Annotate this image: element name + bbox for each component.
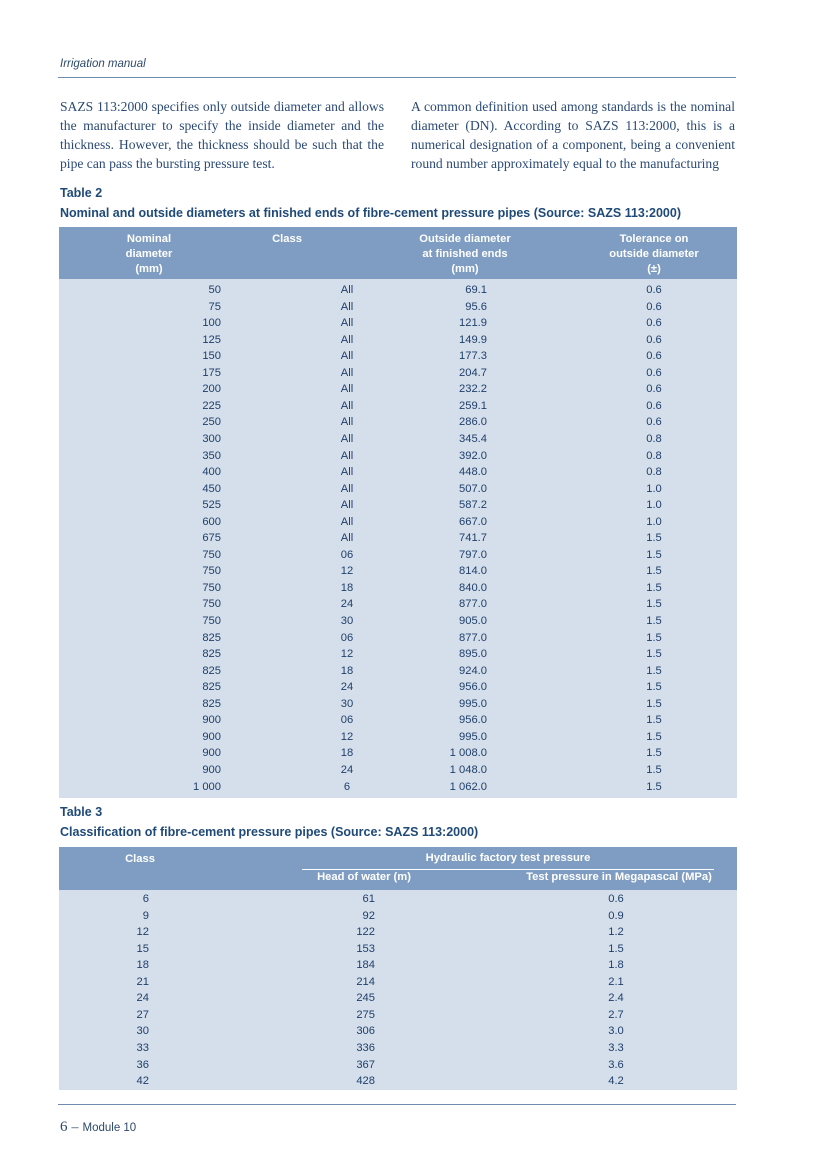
tolerance-cell: 0.6 bbox=[646, 366, 662, 379]
header-line: Tolerance on bbox=[619, 233, 689, 245]
nominal-diameter-cell: 125 bbox=[202, 333, 221, 346]
class-cell: All bbox=[340, 499, 354, 512]
outside-diameter-cell: 895.0 bbox=[459, 648, 487, 661]
test-pressure-cell: 1.5 bbox=[608, 942, 624, 955]
header-line: (±) bbox=[647, 263, 661, 275]
outside-diameter-cell: 1 008.0 bbox=[449, 747, 487, 760]
table-row bbox=[59, 481, 737, 498]
outside-diameter-cell: 259.1 bbox=[459, 399, 487, 412]
class-cell: 9 bbox=[142, 909, 149, 922]
outside-diameter-cell: 507.0 bbox=[459, 482, 487, 495]
table2-header-class bbox=[247, 232, 327, 247]
nominal-diameter-cell: 750 bbox=[202, 615, 221, 627]
outside-diameter-cell: 1 062.0 bbox=[449, 780, 487, 793]
module-label: Module 10 bbox=[82, 1122, 137, 1134]
tolerance-cell: 1.5 bbox=[646, 565, 662, 578]
nominal-diameter-cell: 900 bbox=[202, 763, 221, 776]
table-row bbox=[59, 630, 737, 647]
tolerance-cell: 1.5 bbox=[646, 581, 662, 594]
table-row bbox=[59, 299, 737, 316]
outside-diameter-cell: 956.0 bbox=[459, 681, 487, 694]
class-cell: 36 bbox=[136, 1058, 149, 1071]
class-cell: 12 bbox=[340, 648, 354, 661]
table-row bbox=[59, 596, 737, 613]
table-row bbox=[59, 712, 737, 729]
table-row bbox=[59, 563, 737, 580]
nominal-diameter-cell: 400 bbox=[202, 466, 221, 479]
tolerance-cell: 1.5 bbox=[646, 598, 662, 611]
table-row bbox=[59, 547, 737, 564]
tolerance-cell: 0.8 bbox=[646, 432, 662, 445]
tolerance-cell: 1.5 bbox=[646, 730, 662, 743]
table-row bbox=[59, 779, 737, 796]
nominal-diameter-cell: 350 bbox=[202, 449, 221, 462]
table2 bbox=[59, 227, 737, 798]
table-row bbox=[59, 315, 737, 332]
table-row bbox=[59, 580, 737, 597]
header-line: (mm) bbox=[135, 263, 163, 275]
test-pressure-cell: 2.7 bbox=[608, 1008, 624, 1021]
outside-diameter-cell: 69.1 bbox=[465, 284, 487, 296]
class-cell: 18 bbox=[136, 959, 149, 972]
footer-separator: – bbox=[71, 1120, 79, 1135]
table-row bbox=[59, 679, 737, 696]
header-line: (mm) bbox=[451, 263, 479, 275]
table3-header-head-of-water: Head of water (m) bbox=[317, 871, 411, 883]
nominal-diameter-cell: 250 bbox=[202, 416, 221, 429]
table-row bbox=[59, 398, 737, 415]
head-of-water-cell: 428 bbox=[356, 1075, 375, 1088]
test-pressure-cell: 1.8 bbox=[608, 959, 624, 972]
class-cell: 15 bbox=[136, 942, 149, 955]
class-cell: All bbox=[340, 383, 354, 396]
tolerance-cell: 1.5 bbox=[646, 763, 662, 776]
header-line: Outside diameter bbox=[419, 233, 511, 245]
outside-diameter-cell: 995.0 bbox=[459, 730, 487, 743]
head-of-water-cell: 245 bbox=[356, 992, 375, 1005]
class-cell: All bbox=[340, 532, 354, 545]
class-cell: 12 bbox=[340, 730, 354, 743]
table-row bbox=[59, 941, 737, 958]
nominal-diameter-cell: 825 bbox=[202, 697, 221, 710]
tolerance-cell: 0.6 bbox=[646, 350, 662, 363]
tolerance-cell: 0.6 bbox=[646, 284, 662, 296]
class-cell: 24 bbox=[340, 681, 354, 694]
outside-diameter-cell: 587.2 bbox=[459, 499, 487, 512]
class-cell: 06 bbox=[340, 714, 354, 727]
outside-diameter-cell: 877.0 bbox=[459, 631, 487, 644]
tolerance-cell: 1.5 bbox=[646, 697, 662, 710]
running-header: Irrigation manual bbox=[60, 58, 146, 70]
intro-paragraph-right: A common definition used among standards is the nominal diameter (DN). According to SAZS 113:2000, this is a numerical designation of a component, being a convenient round number approximately equal to the manufacturing bbox=[411, 99, 735, 171]
header-line: Nominal bbox=[126, 233, 172, 245]
table2-header-outside-diameter bbox=[395, 232, 535, 277]
table-row bbox=[59, 745, 737, 762]
header-line: Class bbox=[272, 233, 302, 245]
table-row bbox=[59, 431, 737, 448]
class-cell: 18 bbox=[340, 664, 354, 677]
tolerance-cell: 1.5 bbox=[646, 664, 662, 677]
class-cell: All bbox=[340, 399, 354, 412]
head-of-water-cell: 336 bbox=[356, 1041, 375, 1054]
outside-diameter-cell: 95.6 bbox=[465, 300, 487, 313]
outside-diameter-cell: 924.0 bbox=[459, 664, 487, 677]
head-of-water-cell: 122 bbox=[356, 926, 375, 939]
tolerance-cell: 1.5 bbox=[646, 615, 662, 627]
test-pressure-cell: 3.3 bbox=[608, 1041, 624, 1054]
class-cell: 06 bbox=[340, 548, 354, 561]
table3 bbox=[59, 847, 737, 1090]
table2-label: Table 2 bbox=[60, 186, 103, 200]
outside-diameter-cell: 995.0 bbox=[459, 697, 487, 710]
table-row bbox=[59, 514, 737, 531]
class-cell: 06 bbox=[340, 631, 354, 644]
tolerance-cell: 1.5 bbox=[646, 631, 662, 644]
nominal-diameter-cell: 175 bbox=[202, 366, 221, 379]
table-row bbox=[59, 924, 737, 941]
tolerance-cell: 1.5 bbox=[646, 648, 662, 661]
outside-diameter-cell: 905.0 bbox=[459, 615, 487, 627]
table-row bbox=[59, 696, 737, 713]
class-cell: 30 bbox=[340, 615, 354, 627]
footer-rule bbox=[58, 1104, 736, 1105]
class-cell: 33 bbox=[136, 1041, 149, 1054]
nominal-diameter-cell: 675 bbox=[202, 532, 221, 545]
header-line: at finished ends bbox=[422, 248, 508, 260]
nominal-diameter-cell: 75 bbox=[208, 300, 221, 313]
table-row bbox=[59, 762, 737, 779]
table-row bbox=[59, 282, 737, 299]
nominal-diameter-cell: 825 bbox=[202, 648, 221, 661]
class-cell: All bbox=[340, 432, 354, 445]
table3-caption: Classification of fibre-cement pressure pipes (Source: SAZS 113:2000) bbox=[60, 825, 479, 839]
head-of-water-cell: 153 bbox=[356, 942, 375, 955]
nominal-diameter-cell: 450 bbox=[202, 482, 221, 495]
nominal-diameter-cell: 100 bbox=[202, 317, 221, 330]
table-row bbox=[59, 448, 737, 465]
table-row bbox=[59, 1057, 737, 1074]
table-row bbox=[59, 663, 737, 680]
class-cell: 30 bbox=[340, 697, 354, 710]
tolerance-cell: 1.5 bbox=[646, 714, 662, 727]
table-row bbox=[59, 414, 737, 431]
nominal-diameter-cell: 525 bbox=[202, 499, 221, 512]
tolerance-cell: 1.0 bbox=[646, 482, 662, 495]
nominal-diameter-cell: 150 bbox=[202, 350, 221, 363]
head-of-water-cell: 92 bbox=[362, 909, 375, 922]
tolerance-cell: 0.8 bbox=[646, 466, 662, 479]
table3-header-class: Class bbox=[125, 853, 155, 865]
table-row bbox=[59, 497, 737, 514]
class-cell: All bbox=[340, 350, 354, 363]
nominal-diameter-cell: 600 bbox=[202, 515, 221, 528]
outside-diameter-cell: 149.9 bbox=[459, 333, 487, 346]
class-cell: All bbox=[340, 515, 354, 528]
table3-header-test-pressure: Test pressure in Megapascal (MPa) bbox=[526, 871, 712, 883]
table3-label: Table 3 bbox=[60, 805, 103, 819]
nominal-diameter-cell: 300 bbox=[202, 432, 221, 445]
head-of-water-cell: 184 bbox=[356, 959, 375, 972]
nominal-diameter-cell: 825 bbox=[202, 631, 221, 644]
outside-diameter-cell: 797.0 bbox=[459, 548, 487, 561]
nominal-diameter-cell: 750 bbox=[202, 565, 221, 578]
head-of-water-cell: 367 bbox=[356, 1058, 375, 1071]
table-row bbox=[59, 646, 737, 663]
class-cell: 6 bbox=[343, 780, 351, 793]
outside-diameter-cell: 1 048.0 bbox=[449, 763, 487, 776]
class-cell: 24 bbox=[340, 598, 354, 611]
class-cell: 6 bbox=[142, 893, 149, 905]
tolerance-cell: 1.5 bbox=[646, 780, 662, 793]
tolerance-cell: 0.6 bbox=[646, 416, 662, 429]
outside-diameter-cell: 392.0 bbox=[459, 449, 487, 462]
head-of-water-cell: 275 bbox=[356, 1008, 375, 1021]
nominal-diameter-cell: 825 bbox=[202, 681, 221, 694]
class-cell: All bbox=[340, 366, 354, 379]
test-pressure-cell: 0.6 bbox=[608, 893, 624, 905]
class-cell: 18 bbox=[340, 747, 354, 760]
head-of-water-cell: 306 bbox=[356, 1025, 375, 1038]
outside-diameter-cell: 448.0 bbox=[459, 466, 487, 479]
outside-diameter-cell: 956.0 bbox=[459, 714, 487, 727]
outside-diameter-cell: 667.0 bbox=[459, 515, 487, 528]
tolerance-cell: 0.6 bbox=[646, 333, 662, 346]
tolerance-cell: 0.6 bbox=[646, 300, 662, 313]
nominal-diameter-cell: 750 bbox=[202, 598, 221, 611]
table2-caption: Nominal and outside diameters at finished ends of fibre-cement pressure pipes (Source: SAZS 113:2000) bbox=[60, 206, 682, 220]
table-row bbox=[59, 1040, 737, 1057]
table-row bbox=[59, 381, 737, 398]
outside-diameter-cell: 877.0 bbox=[459, 598, 487, 611]
header-line: outside diameter bbox=[609, 248, 699, 260]
test-pressure-cell: 0.9 bbox=[608, 909, 624, 922]
tolerance-cell: 0.6 bbox=[646, 383, 662, 396]
nominal-diameter-cell: 225 bbox=[202, 399, 221, 412]
tolerance-cell: 0.6 bbox=[646, 317, 662, 330]
nominal-diameter-cell: 50 bbox=[208, 284, 221, 296]
class-cell: 21 bbox=[136, 975, 149, 988]
table2-header bbox=[59, 227, 737, 279]
class-cell: 12 bbox=[340, 565, 354, 578]
nominal-diameter-cell: 900 bbox=[202, 730, 221, 743]
table-row bbox=[59, 1007, 737, 1024]
head-of-water-cell: 214 bbox=[356, 975, 375, 988]
class-cell: 24 bbox=[340, 763, 354, 776]
table-row bbox=[59, 1023, 737, 1040]
table-row bbox=[59, 464, 737, 481]
outside-diameter-cell: 121.9 bbox=[459, 317, 487, 330]
table-row bbox=[59, 348, 737, 365]
table2-header-nominal-diameter bbox=[89, 232, 209, 277]
page-footer bbox=[60, 1118, 136, 1136]
test-pressure-cell: 3.0 bbox=[608, 1025, 624, 1038]
class-cell: 12 bbox=[136, 926, 149, 939]
class-cell: All bbox=[340, 317, 354, 330]
test-pressure-cell: 1.2 bbox=[608, 926, 624, 939]
outside-diameter-cell: 204.7 bbox=[459, 366, 487, 379]
class-cell: All bbox=[340, 416, 354, 429]
class-cell: All bbox=[340, 333, 354, 346]
page-number: 6 bbox=[60, 1119, 68, 1135]
nominal-diameter-cell: 900 bbox=[202, 747, 221, 760]
table-row bbox=[59, 990, 737, 1007]
table3-header bbox=[59, 847, 737, 890]
tolerance-cell: 1.0 bbox=[646, 515, 662, 528]
class-cell: 27 bbox=[136, 1008, 149, 1021]
nominal-diameter-cell: 825 bbox=[202, 664, 221, 677]
outside-diameter-cell: 177.3 bbox=[459, 350, 487, 363]
tolerance-cell: 0.6 bbox=[646, 399, 662, 412]
class-cell: All bbox=[340, 300, 354, 313]
tolerance-cell: 1.5 bbox=[646, 681, 662, 694]
tolerance-cell: 1.5 bbox=[646, 548, 662, 561]
table-row bbox=[59, 332, 737, 349]
table-row bbox=[59, 729, 737, 746]
class-cell: 30 bbox=[136, 1025, 149, 1038]
table-row bbox=[59, 530, 737, 547]
tolerance-cell: 1.5 bbox=[646, 532, 662, 545]
intro-paragraph-left: SAZS 113:2000 specifies only outside diameter and allows the manufacturer to specify the inside diameter and the thickness. However, the thickness should be such that the pipe can pass the bursting pressure test. bbox=[60, 99, 384, 171]
class-cell: 18 bbox=[340, 581, 354, 594]
class-cell: All bbox=[340, 449, 354, 462]
class-cell: 42 bbox=[136, 1075, 149, 1088]
outside-diameter-cell: 741.7 bbox=[459, 532, 487, 545]
table-row bbox=[59, 1073, 737, 1090]
test-pressure-cell: 4.2 bbox=[608, 1075, 624, 1088]
nominal-diameter-cell: 750 bbox=[202, 581, 221, 594]
nominal-diameter-cell: 200 bbox=[202, 383, 221, 396]
table2-header-tolerance bbox=[579, 232, 729, 277]
table3-header-test-pressure-group: Hydraulic factory test pressure bbox=[425, 852, 591, 864]
outside-diameter-cell: 814.0 bbox=[459, 565, 487, 578]
table-row bbox=[59, 613, 737, 630]
nominal-diameter-cell: 900 bbox=[202, 714, 221, 727]
tolerance-cell: 0.8 bbox=[646, 449, 662, 462]
tolerance-cell: 1.5 bbox=[646, 747, 662, 760]
table-row bbox=[59, 365, 737, 382]
table-row bbox=[59, 957, 737, 974]
class-cell: All bbox=[340, 466, 354, 479]
nominal-diameter-cell: 750 bbox=[202, 548, 221, 561]
header-line: diameter bbox=[125, 248, 173, 260]
outside-diameter-cell: 286.0 bbox=[459, 416, 487, 429]
outside-diameter-cell: 232.2 bbox=[459, 383, 487, 396]
nominal-diameter-cell: 1 000 bbox=[193, 780, 221, 793]
table-row bbox=[59, 891, 737, 908]
test-pressure-cell: 2.4 bbox=[608, 992, 624, 1005]
test-pressure-cell: 3.6 bbox=[608, 1058, 624, 1071]
outside-diameter-cell: 345.4 bbox=[459, 432, 487, 445]
class-cell: All bbox=[340, 284, 354, 296]
test-pressure-cell: 2.1 bbox=[608, 975, 624, 988]
header-rule bbox=[58, 77, 736, 78]
table-row bbox=[59, 974, 737, 991]
table-row bbox=[59, 908, 737, 925]
class-cell: All bbox=[340, 482, 354, 495]
outside-diameter-cell: 840.0 bbox=[459, 581, 487, 594]
class-cell: 24 bbox=[136, 992, 149, 1005]
head-of-water-cell: 61 bbox=[362, 893, 375, 905]
tolerance-cell: 1.0 bbox=[646, 499, 662, 512]
